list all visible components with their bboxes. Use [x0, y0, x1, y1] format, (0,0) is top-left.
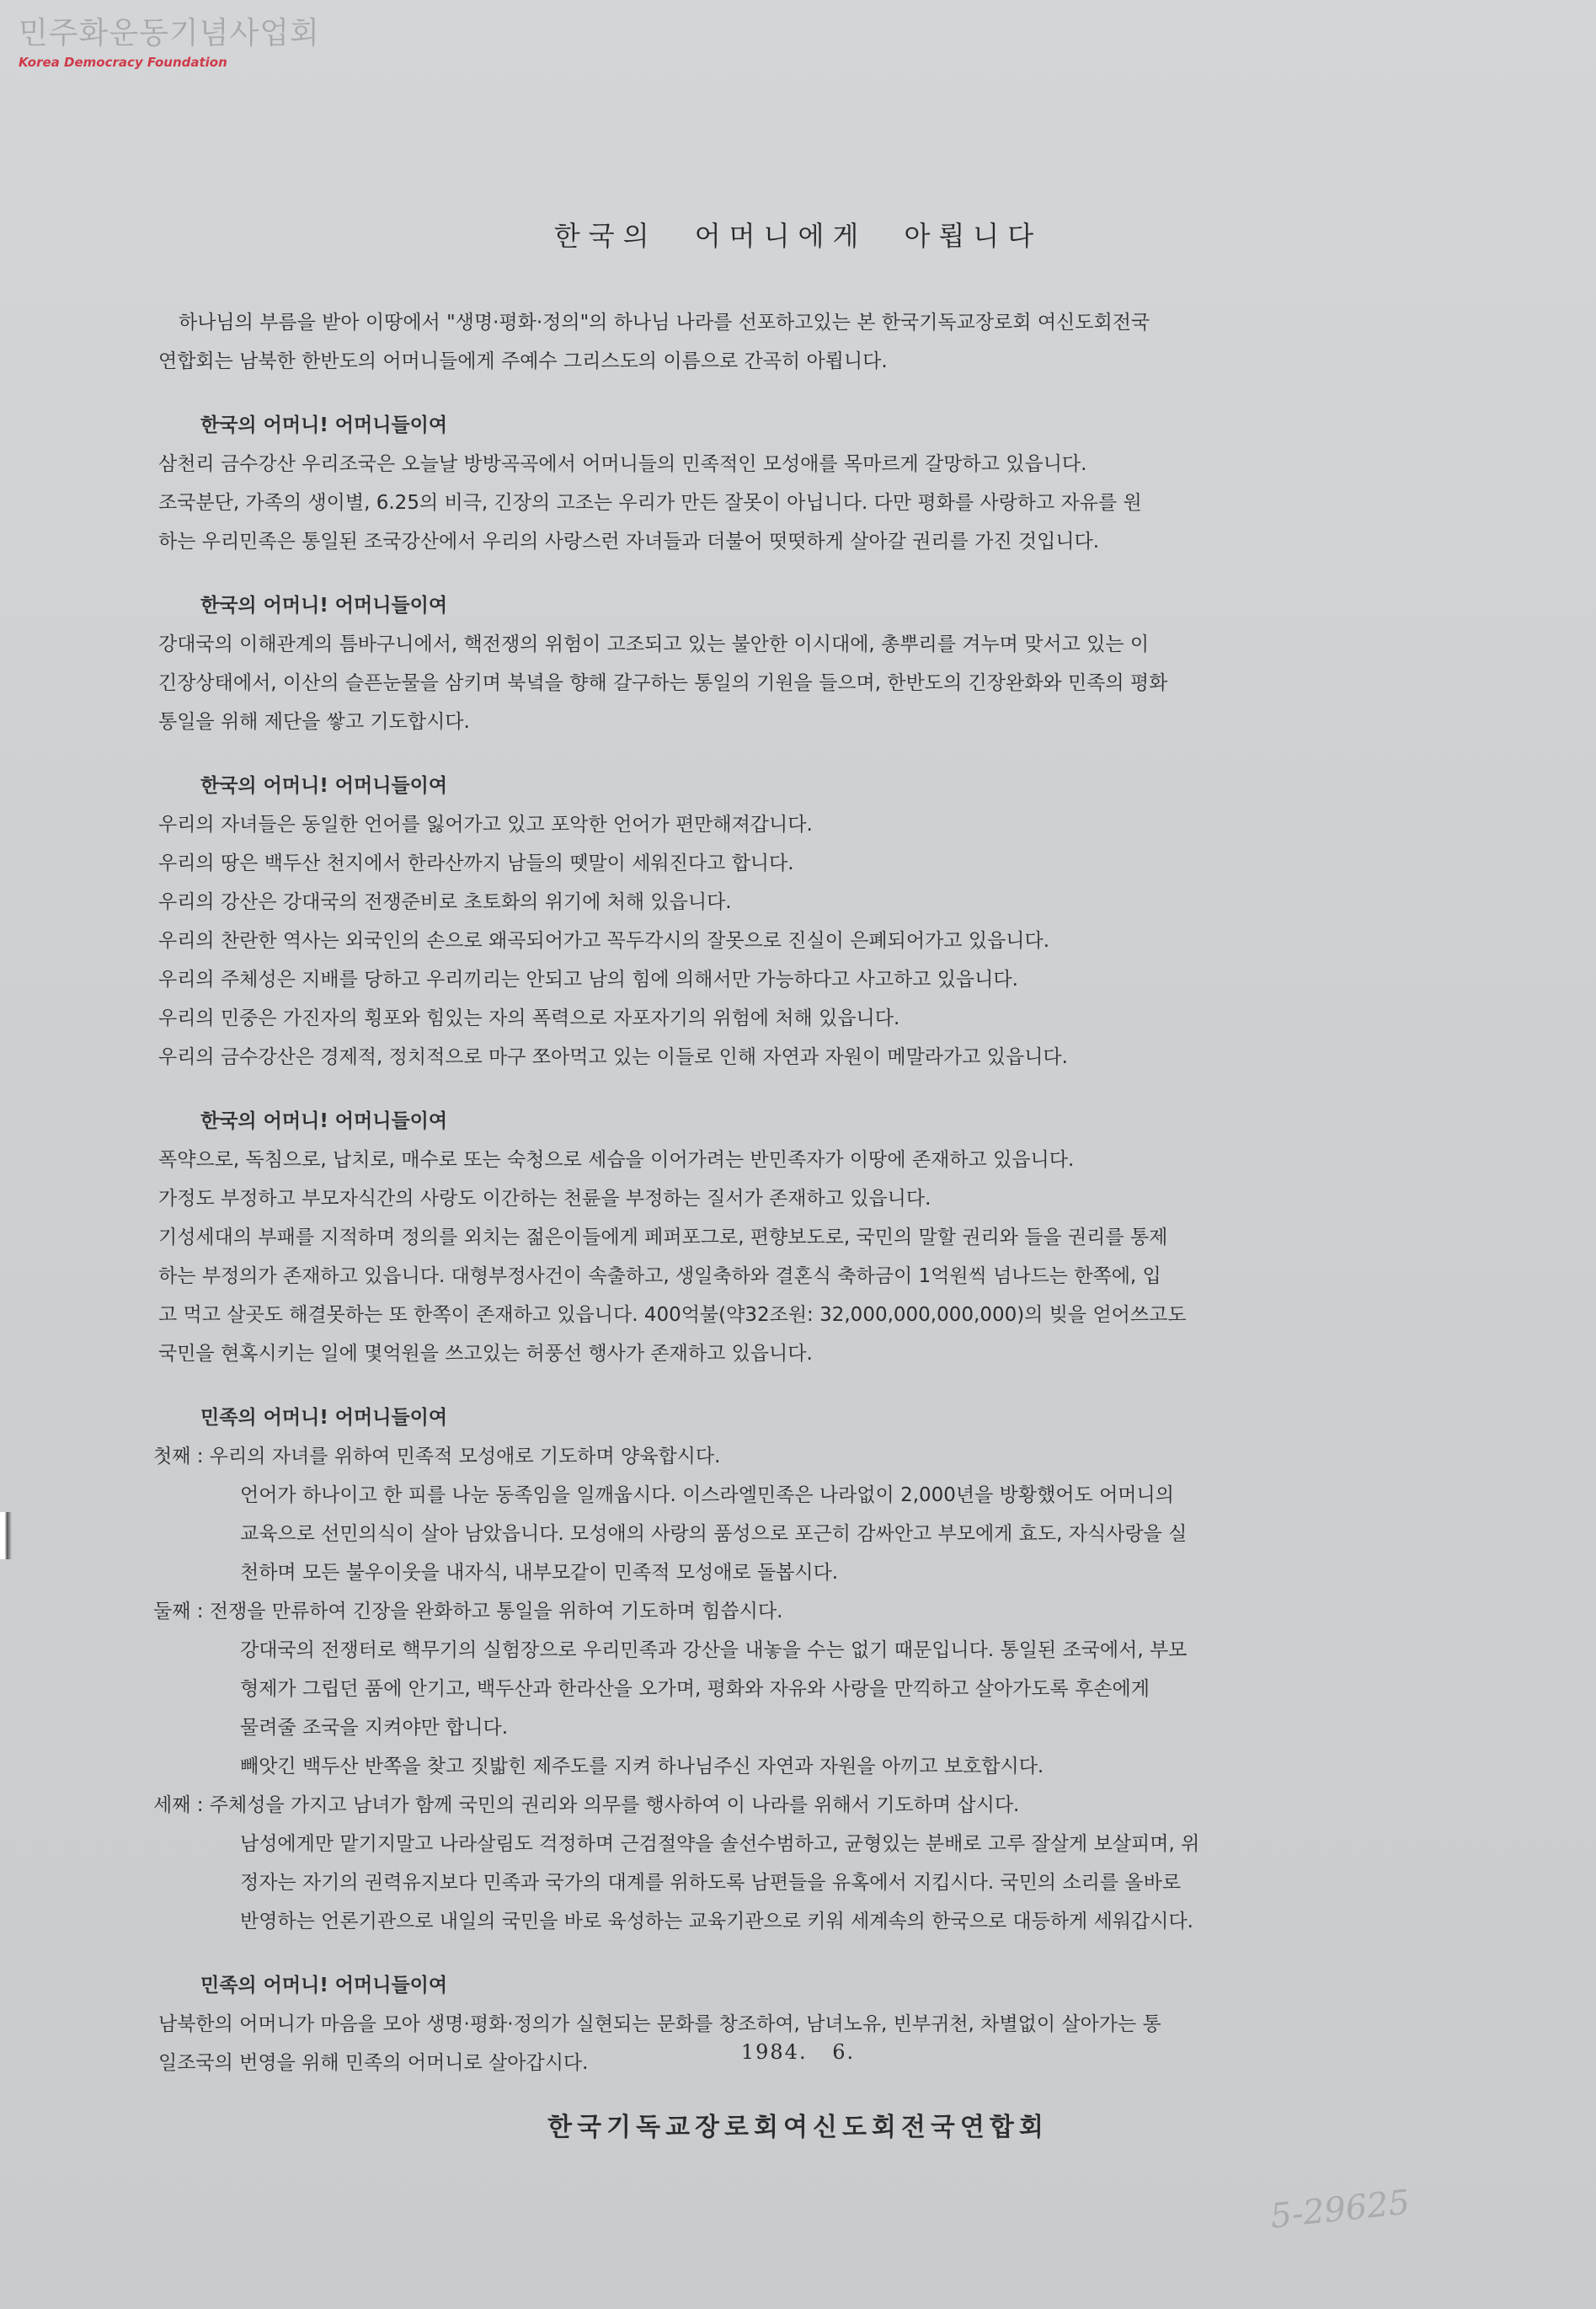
section-2: [158, 586, 1447, 741]
section-4: [158, 1102, 1447, 1373]
list-item-line: 교육으로 선민의식이 살아 남았읍니다. 모성애의 사랑의 품성으로 포근히 감싸안고 부모에게 효도, 자식사랑을 실: [240, 1523, 1188, 1545]
watermark-korean: 민주화운동기념사업회: [19, 16, 320, 51]
list-item-line: 언어가 하나이고 한 피를 나눈 동족임을 일깨웁시다. 이스라엘민족은 나라없이 2,000년을 방황했어도 어머니의: [240, 1484, 1174, 1506]
list-item-line: 물려줄 조국을 지켜야만 합니다.: [240, 1717, 509, 1739]
list-item-line: 형제가 그립던 품에 안기고, 백두산과 한라산을 오가며, 평화와 자유와 사랑을 만끽하고 살아가도록 후손에게: [240, 1678, 1150, 1700]
intro-line: 하나님의 부름을 받아 이땅에서 "생명·평화·정의"의 하나님 나라를 선포하고있는 본 한국기독교장로회 여신도회전국: [179, 312, 1150, 334]
list-item-line: 강대국의 전쟁터로 핵무기의 실험장으로 우리민족과 강산을 내놓을 수는 없기 때문입니다. 통일된 조국에서, 부모: [240, 1639, 1188, 1661]
foundation-watermark: [19, 15, 320, 71]
section-heading: 민족의 어머니! 어머니들이여: [200, 1407, 448, 1429]
section-1: [158, 406, 1447, 561]
section-line: 우리의 민중은 가진자의 횡포와 힘있는 자의 폭력으로 자포자기의 위험에 처해 있읍니다.: [158, 1008, 900, 1029]
section-heading: 한국의 어머니! 어머니들이여: [200, 414, 448, 436]
list-item-line: 정자는 자기의 권력유지보다 민족과 국가의 대계를 위하도록 남편들을 유혹에서 지킵시다. 국민의 소리를 올바로: [240, 1872, 1182, 1894]
section-line: 우리의 찬란한 역사는 외국인의 손으로 왜곡되어가고 꼭두각시의 잘못으로 진실이 은폐되어가고 있읍니다.: [158, 930, 1050, 952]
section-line: 삼천리 금수강산 우리조국은 오늘날 방방곡곡에서 어머니들의 민족적인 모성애를 목마르게 갈망하고 있읍니다.: [158, 453, 1087, 475]
document-body: [153, 303, 1447, 2082]
section-line: 우리의 자녀들은 동일한 언어를 잃어가고 있고 포악한 언어가 편만해져갑니다.: [158, 814, 813, 836]
nation-section: [153, 1398, 1447, 1941]
document-title: 한국의 어머니에게 아룁니다: [553, 220, 1043, 252]
section-3: [158, 767, 1447, 1077]
section-heading: 한국의 어머니! 어머니들이여: [200, 775, 448, 797]
section-heading: 한국의 어머니! 어머니들이여: [200, 595, 448, 617]
section-line: 긴장상태에서, 이산의 슬픈눈물을 삼키며 북녘을 향해 갈구하는 통일의 기원을 들으며, 한반도의 긴장완화와 민족의 평화: [158, 672, 1168, 694]
binding-mark: [0, 1512, 12, 1559]
section-line: 우리의 금수강산은 경제적, 정치적으로 마구 쪼아먹고 있는 이들로 인해 자연과 자원이 메말라가고 있읍니다.: [158, 1046, 1068, 1068]
document-date: 1984. 6.: [740, 2040, 856, 2064]
section-line: 우리의 주체성은 지배를 당하고 우리끼리는 안되고 남의 힘에 의해서만 가능하다고 사고하고 있읍니다.: [158, 969, 1018, 991]
list-item-line: 천하며 모든 불우이웃을 내자식, 내부모같이 민족적 모성애로 돌봅시다.: [240, 1562, 839, 1584]
closing-line: 일조국의 번영을 위해 민족의 어머니로 살아갑시다.: [158, 2052, 589, 2074]
intro-line: 연합회는 남북한 한반도의 어머니들에게 주예수 그리스도의 이름으로 간곡히 아룁니다.: [158, 350, 888, 372]
section-heading: 민족의 어머니! 어머니들이여: [200, 1975, 448, 1996]
section-line: 하는 우리민족은 통일된 조국강산에서 우리의 사랑스런 자녀들과 더불어 떳떳하게 살아갈 권리를 가진 것입니다.: [158, 531, 1100, 553]
list-item-line: 남성에게만 맡기지말고 나라살림도 걱정하며 근검절약을 솔선수범하고, 균형있는 분배로 고루 잘살게 보살피며, 위: [240, 1833, 1200, 1855]
section-line: 통일을 위해 제단을 쌓고 기도합시다.: [158, 711, 470, 733]
issuing-organization: 한국기독교장로회여신도회전국연합회: [547, 2113, 1049, 2142]
watermark-english: Korea Democracy Foundation: [19, 55, 227, 70]
section-line: 강대국의 이해관계의 틈바구니에서, 핵전쟁의 위험이 고조되고 있는 불안한 이시대에, 총뿌리를 겨누며 맞서고 있는 이: [158, 633, 1150, 655]
section-line: 우리의 강산은 강대국의 전쟁준비로 초토화의 위기에 처해 있읍니다.: [158, 891, 732, 913]
closing-line: 남북한의 어머니가 마음을 모아 생명·평화·정의가 실현되는 문화를 창조하여, 남녀노유, 빈부귀천, 차별없이 살아가는 통: [158, 2013, 1161, 2035]
section-line: 가정도 부정하고 부모자식간의 사랑도 이간하는 천륜을 부정하는 질서가 존재하고 있읍니다.: [158, 1188, 931, 1210]
handwritten-archive-number: 5-29625: [1268, 2183, 1412, 2237]
closing-section: [158, 1966, 1447, 2082]
list-item-line: 빼앗긴 백두산 반쪽을 찾고 짓밟힌 제주도를 지켜 하나님주신 자연과 자원을 아끼고 보호합시다.: [240, 1756, 1044, 1777]
section-line: 기성세대의 부패를 지적하며 정의를 외치는 젊은이들에게 페퍼포그로, 편향보도로, 국민의 말할 권리와 들을 권리를 통제: [158, 1227, 1168, 1248]
list-item-first-label: 첫째 : 우리의 자녀를 위하여 민족적 모성애로 기도하며 양육합시다.: [153, 1446, 721, 1467]
list-item-second-label: 둘째 : 전쟁을 만류하여 긴장을 완화하고 통일을 위하여 기도하며 힘씁시다.: [153, 1601, 783, 1622]
list-item-third-label: 세째 : 주체성을 가지고 남녀가 함께 국민의 권리와 의무를 행사하여 이 나라를 위해서 기도하며 삽시다.: [153, 1794, 1020, 1816]
section-line: 고 먹고 살곳도 해결못하는 또 한쪽이 존재하고 있읍니다. 400억불(약32조원: 32,000,000,000,000)의 빚을 얻어쓰고도: [158, 1304, 1187, 1326]
list-item-line: 반영하는 언론기관으로 내일의 국민을 바로 육성하는 교육기관으로 키워 세계속의 한국으로 대등하게 세워갑시다.: [240, 1911, 1193, 1932]
section-line: 폭약으로, 독침으로, 납치로, 매수로 또는 숙청으로 세습을 이어가려는 반민족자가 이땅에 존재하고 있읍니다.: [158, 1149, 1075, 1171]
section-line: 우리의 땅은 백두산 천지에서 한라산까지 남들의 뗏말이 세워진다고 합니다.: [158, 853, 794, 874]
section-heading: 한국의 어머니! 어머니들이여: [200, 1110, 448, 1132]
section-line: 하는 부정의가 존재하고 있읍니다. 대형부정사건이 속출하고, 생일축하와 결혼식 축하금이 1억원씩 넘나드는 한쪽에, 입: [158, 1265, 1161, 1287]
section-line: 국민을 현혹시키는 일에 몇억원을 쓰고있는 허풍선 행사가 존재하고 있읍니다.: [158, 1343, 813, 1365]
intro-paragraph: [158, 303, 1447, 381]
section-line: 조국분단, 가족의 생이별, 6.25의 비극, 긴장의 고조는 우리가 만든 잘못이 아닙니다. 다만 평화를 사랑하고 자유를 원: [158, 492, 1142, 514]
